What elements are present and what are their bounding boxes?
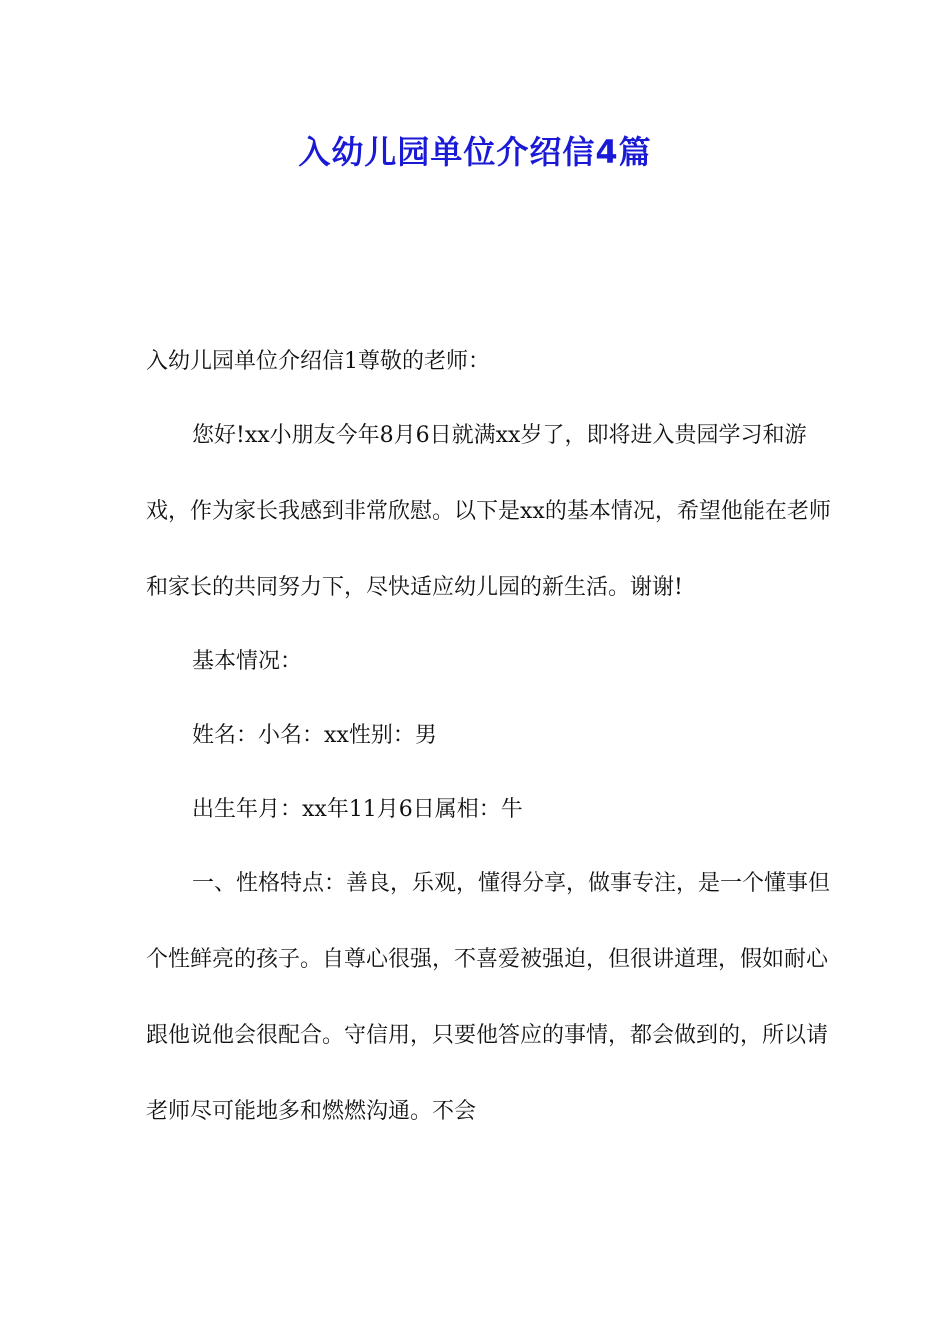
paragraph-birth-zodiac: 出生年月：xx年11月6日属相：牛 [192, 797, 523, 822]
document-title: 入幼儿园单位介绍信4篇 [298, 133, 652, 171]
document-body [146, 338, 836, 1162]
paragraph-personality: 一、性格特点：善良，乐观，懂得分享，做事专注，是一个懂事但个性鲜亮的孩子。自尊心很强，不喜爱被强迫，但很讲道理，假如耐心跟他说他会很配合。守信用，只要他答应的事情，都会做到的，所以请老师尽可能地多和燃燃沟通。不会 [146, 871, 831, 1124]
paragraph-salutation: 入幼儿园单位介绍信1尊敬的老师： [146, 349, 490, 374]
paragraph-name-gender: 姓名：小名：xx性别：男 [192, 723, 437, 748]
paragraph-basic-info-heading: 基本情况： [192, 649, 303, 674]
paragraph-greeting: 您好!xx小朋友今年8月6日就满xx岁了，即将进入贵园学习和游戏，作为家长我感到非常欣慰。以下是xx的基本情况，希望他能在老师和家长的共同努力下，尽快适应幼儿园的新生活。谢谢! [146, 423, 831, 600]
